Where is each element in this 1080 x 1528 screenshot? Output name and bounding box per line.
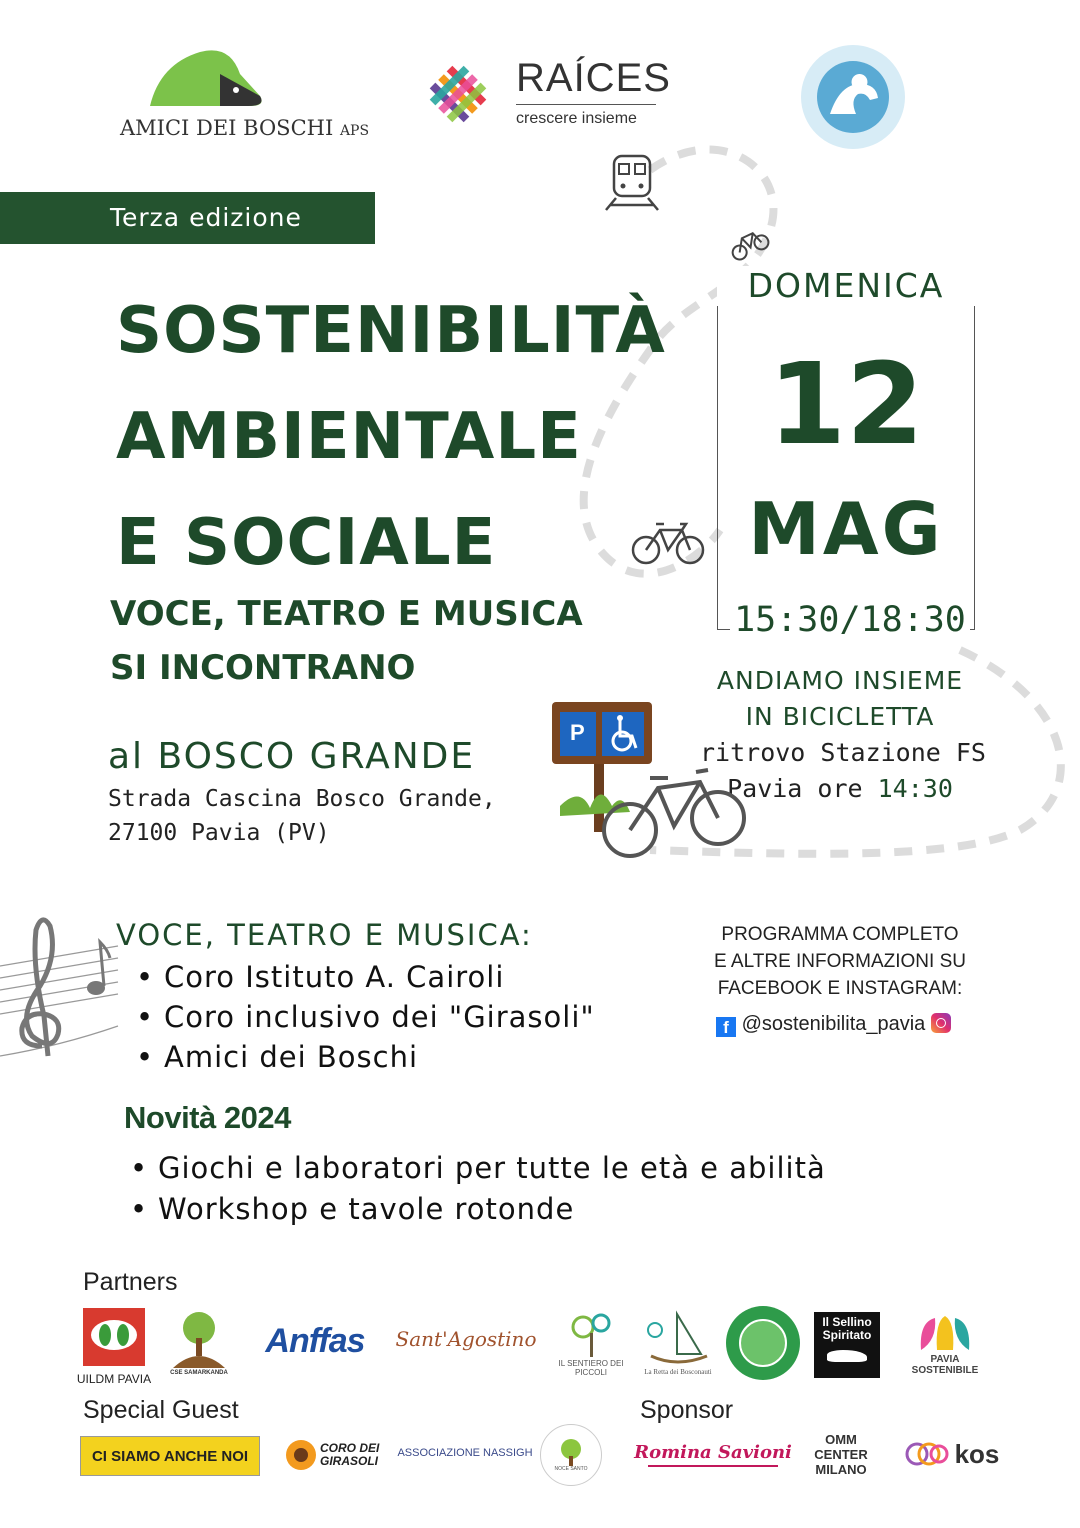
kos-logo [896,1434,1006,1474]
raices-logo-text: RAÍCES [516,56,671,100]
date-time: 15:30/18:30 [730,598,970,642]
list-item: • Amici dei Boschi [134,1037,595,1077]
parking-p-letter: P [570,720,585,745]
ci-siamo-logo-text: CI SIAMO ANCHE NOI [91,1447,249,1465]
tree-icon [169,1308,229,1370]
date-day-name: DOMENICA [717,266,975,306]
samarkanda-logo [168,1306,230,1378]
bike-line-2: IN BICICLETTA [745,702,935,731]
anffas-logo-text: Anffas [265,1321,365,1360]
novita-list [128,1148,826,1230]
nassigh-logo [398,1428,532,1478]
location-name: al BOSCO GRANDE [108,736,476,777]
list-item: • Coro Istituto A. Cairoli [134,957,595,997]
fridays-for-future-logo [726,1306,800,1380]
samarkanda-logo-text: CSE SAMARKANDA [170,1370,228,1376]
social-handle-row[interactable] [716,1013,951,1037]
parking-sign-illustration [550,696,750,866]
omm-center-logo [810,1428,872,1480]
coro-girasoli-logo [282,1432,382,1478]
edition-banner: Terza edizione [0,192,375,244]
raices-logo [420,56,671,136]
bicycle-small-icon [726,220,770,264]
bike-line-4-time: 14:30 [877,774,953,803]
ci-siamo-anche-noi-logo [80,1436,260,1476]
social-handle[interactable]: @sostenibilita_pavia [741,1013,926,1035]
adelaide-logo-text [800,44,809,45]
kos-swirl-icon [903,1436,951,1472]
location-address-2: 27100 Pavia (PV) [108,820,330,846]
coro-girasoli-logo-text: CORO DEI GIRASOLI [320,1441,380,1468]
raices-tagline: crescere insieme [516,110,637,127]
uildm-logo [76,1304,152,1390]
bosconauti-logo [638,1304,718,1382]
amici-logo-text: AMICI DEI BOSCHI [120,116,334,140]
sentiero-piccoli-logo [552,1304,630,1382]
kos-logo-text: kos [954,1438,1000,1469]
list-item: • Coro inclusivo dei "Girasoli" [134,997,595,1037]
title-line-3: E SOCIALE [116,506,497,580]
info-line-2: E ALTRE INFORMAZIONI SU [714,951,966,972]
bike-line-4-prefix: Pavia ore [727,774,863,803]
anffas-logo [250,1316,380,1366]
list-item: • Giochi e laboratori per tutte le età e abilità [128,1148,826,1189]
instagram-icon[interactable] [931,1013,951,1033]
pavia-sostenibile-logo-text: PAVIA SOSTENIBILE [911,1354,979,1376]
list-item: • Workshop e tavole rotonde [128,1189,826,1230]
sentiero-logo-text: IL SENTIERO DEI PICCOLI [558,1359,624,1377]
train-icon [602,152,662,214]
facebook-icon[interactable]: f [716,1017,736,1037]
info-line-3: FACEBOOK E INSTAGRAM: [717,978,963,999]
special-guest-label: Special Guest [83,1396,239,1424]
bicycle-icon [630,518,706,568]
amici-dei-boschi-logo [120,44,370,144]
santagostino-logo [396,1314,536,1364]
leaf-icon [915,1314,975,1354]
date-day: 12 [768,340,924,470]
location-address-1: Strada Cascina Bosco Grande, [108,786,496,812]
info-line-1: PROGRAMMA COMPLETO [721,924,959,945]
woven-knot-icon [420,56,496,132]
romina-savioni-logo [634,1434,792,1474]
subtitle-line-1: VOCE, TEATRO E MUSICA [110,594,583,634]
date-month: MAG [748,487,944,571]
nassigh-logo-text: ASSOCIAZIONE NASSIGH [397,1447,533,1459]
hedgehog-icon [120,44,320,114]
adelaide-cairoli-logo [800,44,906,150]
program-heading: VOCE, TEATRO E MUSICA: [116,918,533,952]
treble-clef-music-icon [0,906,120,1076]
sellino-logo-text: Il Sellino Spiritato [822,1315,872,1342]
novita-heading: Novità 2024 [124,1100,291,1135]
subtitle-line-2: SI INCONTRANO [110,648,416,688]
bosconauti-logo-text: La Retta dei Bosconauti [644,1368,712,1376]
amici-logo-suffix: APS [339,123,370,139]
noce-santo-logo-text: NOCE SANTO [554,1466,588,1472]
fff-logo-text [724,1304,735,1305]
uildm-logo-text: UILDM PAVIA [76,1372,152,1386]
santagostino-logo-text: Sant'Agostino [395,1327,537,1351]
title-line-1: SOSTENIBILITÀ [116,294,666,368]
program-list [134,957,595,1077]
sponsor-label: Sponsor [640,1396,734,1424]
sunflower-icon [284,1438,318,1472]
title-line-2: AMBIENTALE [116,400,582,474]
noce-santo-logo [540,1424,602,1486]
sellino-spiritato-logo [814,1312,880,1378]
partners-label: Partners [83,1268,178,1296]
omm-logo-text: OMM CENTER MILANO [814,1431,868,1477]
romina-logo-text: Romina Savioni [634,1441,792,1463]
bike-line-1: ANDIAMO INSIEME [716,666,964,695]
bike-line-3: ritrovo Stazione FS [700,738,986,767]
pavia-sostenibile-logo [898,1308,992,1382]
